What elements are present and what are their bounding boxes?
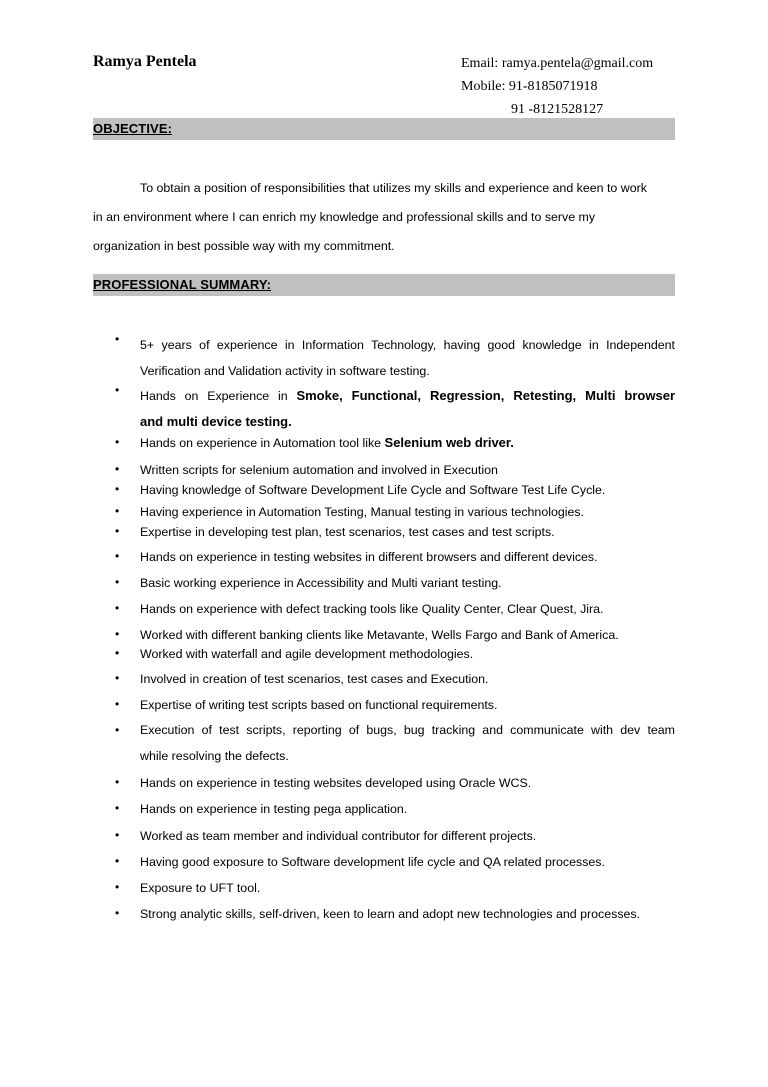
summary-heading: PROFESSIONAL SUMMARY: [93, 277, 272, 292]
item-text: Hands on Experience in [140, 389, 297, 403]
bullet-icon: • [115, 549, 120, 563]
list-item [115, 646, 675, 662]
bullet-icon: • [115, 482, 120, 496]
item-line-2: Verification and Validation activity in software testing. [140, 364, 430, 378]
list-item [115, 671, 675, 687]
list-item [115, 524, 675, 540]
bullet-icon: • [115, 435, 120, 449]
item-line-2: while resolving the defects. [140, 749, 289, 763]
item-line-1 [140, 383, 675, 409]
bullet-icon: • [115, 332, 120, 346]
item-text: Having good exposure to Software development life cycle and QA related processes. [140, 855, 605, 869]
list-item [115, 906, 675, 922]
objective-heading-bar [93, 118, 675, 140]
bullet-icon: • [115, 671, 120, 685]
objective-line-2: in an environment where I can enrich my knowledge and professional skills and to serve my [93, 210, 596, 224]
bullet-icon: • [115, 504, 120, 518]
list-item [115, 828, 675, 844]
list-item [115, 383, 675, 435]
list-item [115, 801, 675, 817]
item-text: Expertise in developing test plan, test scenarios, test cases and test scripts. [140, 525, 555, 539]
item-text: Expertise of writing test scripts based on functional requirements. [140, 698, 498, 712]
objective-heading: OBJECTIVE: [93, 121, 173, 136]
list-item [115, 435, 675, 451]
list-item [115, 575, 675, 591]
item-text: Hands on experience in testing websites in different browsers and different devices. [140, 550, 598, 564]
bullet-icon: • [115, 906, 120, 920]
bullet-icon: • [115, 601, 120, 615]
list-item [115, 697, 675, 713]
objective-paragraph [93, 174, 675, 261]
bullet-icon: • [115, 801, 120, 815]
item-text: Written scripts for selenium automation and involved in Execution [140, 463, 498, 477]
list-item [115, 549, 675, 565]
list-item [115, 601, 675, 617]
bullet-icon: • [115, 854, 120, 868]
contact-info [461, 52, 653, 121]
list-item [115, 504, 675, 520]
bullet-icon: • [115, 880, 120, 894]
item-text: Hands on experience with defect tracking tools like Quality Center, Clear Quest, Jira. [140, 602, 604, 616]
bullet-icon: • [115, 828, 120, 842]
item-text: Hands on experience in testing pega application. [140, 802, 408, 816]
item-text: Strong analytic skills, self-driven, keen to learn and adopt new technologies and processes. [140, 907, 641, 921]
item-text: Exposure to UFT tool. [140, 881, 261, 895]
email-line: Email: ramya.pentela@gmail.com [461, 56, 654, 71]
item-text: Basic working experience in Accessibility and Multi variant testing. [140, 576, 502, 590]
mobile-line: Mobile: 91-8185071918 [461, 79, 598, 94]
list-item [115, 462, 675, 478]
list-item [115, 854, 675, 870]
list-item [115, 627, 675, 643]
item-line-1: 5+ years of experience in Information Technology, having good knowledge in Independent [140, 338, 675, 352]
bullet-icon: • [115, 627, 120, 641]
item-line [140, 435, 675, 451]
item-text: Hands on experience in Automation tool like [140, 436, 385, 450]
item-bold-text: Smoke, Functional, Regression, Retesting, Multi browser [296, 388, 675, 403]
item-text: Having experience in Automation Testing, Manual testing in various technologies. [140, 505, 585, 519]
item-text: Worked with different banking clients like Metavante, Wells Fargo and Bank of America. [140, 628, 619, 642]
bullet-icon: • [115, 462, 120, 476]
resume-header [93, 52, 675, 122]
item-line-2: and multi device testing. [140, 414, 292, 429]
list-item [115, 717, 675, 769]
objective-line-1: To obtain a position of responsibilities that utilizes my skills and experience and keen to work [140, 181, 647, 195]
item-text: Worked as team member and individual contributor for different projects. [140, 829, 537, 843]
item-text: Having knowledge of Software Development Life Cycle and Software Test Life Cycle. [140, 483, 606, 497]
list-item [115, 332, 675, 384]
bullet-icon: • [115, 575, 120, 589]
list-item [115, 775, 675, 791]
item-bold-text: Selenium web driver. [384, 435, 514, 450]
bullet-icon: • [115, 723, 120, 737]
summary-heading-bar [93, 274, 675, 296]
item-line-1: Execution of test scripts, reporting of bugs, bug tracking and communicate with dev team [140, 723, 675, 737]
mobile-line-2: 91 -8121528127 [511, 102, 604, 117]
bullet-icon: • [115, 697, 120, 711]
objective-line-3: organization in best possible way with my commitment. [93, 239, 395, 253]
bullet-icon: • [115, 383, 120, 397]
item-text: Hands on experience in testing websites developed using Oracle WCS. [140, 776, 532, 790]
bullet-icon: • [115, 775, 120, 789]
list-item [115, 482, 675, 498]
list-item [115, 880, 675, 896]
bullet-icon: • [115, 524, 120, 538]
item-text: Involved in creation of test scenarios, test cases and Execution. [140, 672, 489, 686]
item-text: Worked with waterfall and agile development methodologies. [140, 647, 474, 661]
bullet-icon: • [115, 646, 120, 660]
candidate-name: Ramya Pentela [93, 53, 197, 70]
